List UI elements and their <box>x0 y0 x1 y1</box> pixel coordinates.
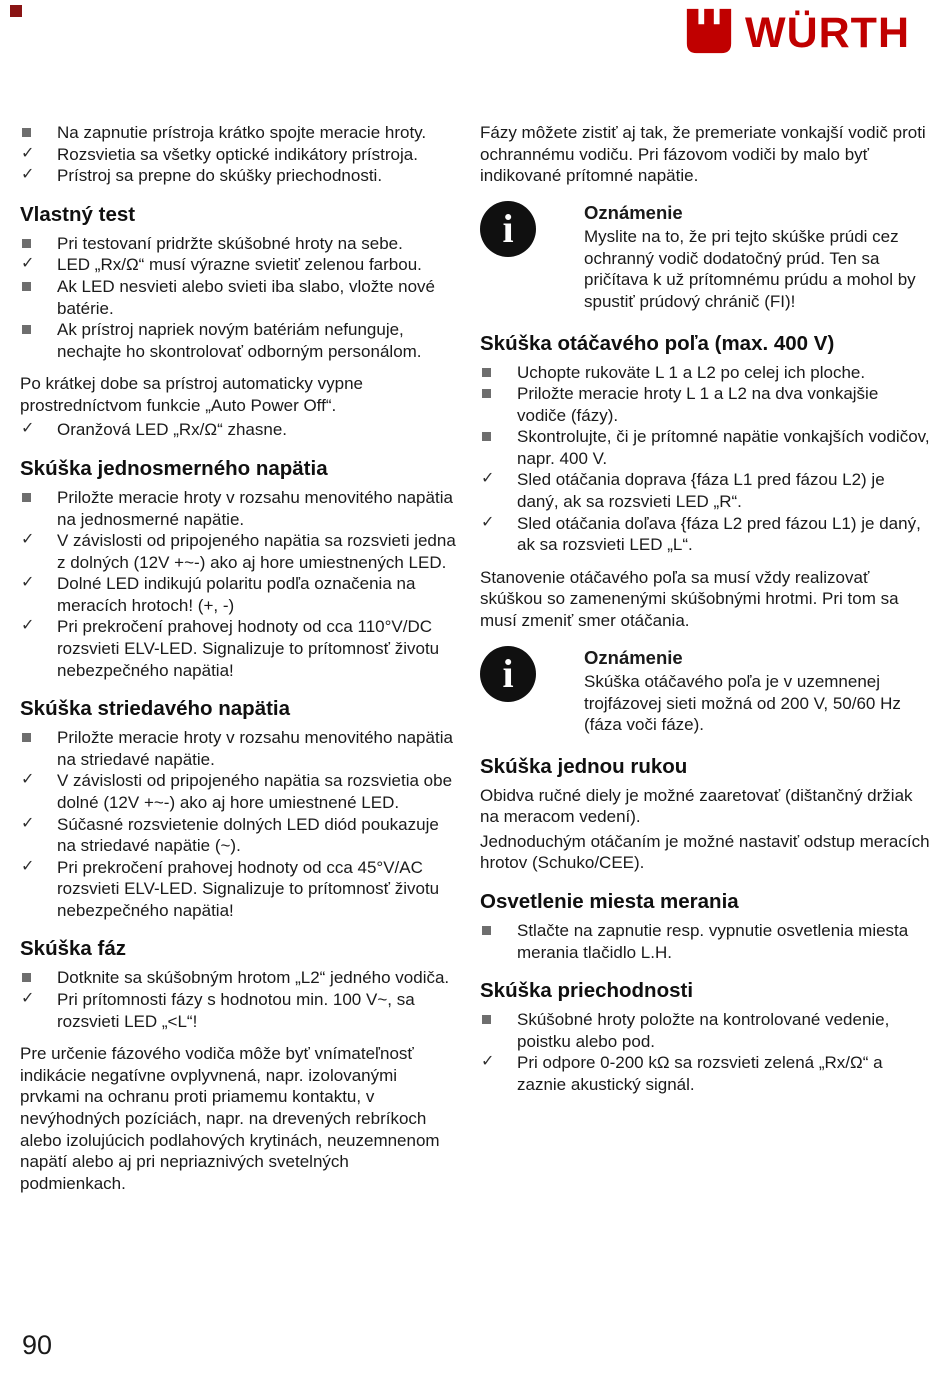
column-1 <box>20 122 458 1197</box>
page-number: 90 <box>22 1330 53 1360</box>
list-item-text: Na zapnutie prístroja krátko spojte meracie hroty. <box>57 123 427 142</box>
notice-text: Myslite na to, že pri tejto skúške prúdi cez ochranný vodič dodatočný prúd. Ten sa pričítava k už prítomnému prúdu a mohol by spustiť prúdový chránič (FI)! <box>584 227 916 311</box>
section-heading: Skúška fáz <box>20 937 126 961</box>
list-item-text: Priložte meracie hroty v rozsahu menovitého napätia na striedavé napätie. <box>57 728 453 769</box>
wurth-logo-icon <box>683 8 735 59</box>
list-item <box>20 319 458 362</box>
square-bullet-icon <box>20 233 57 255</box>
section-heading: Osvetlenie miesta merania <box>480 890 739 914</box>
wurth-logo-wordmark: WÜRTH <box>744 9 910 57</box>
paragraph: Pre určenie fázového vodiča môže byť vnímateľnosť indikácie negatívne ovplyvnená, napr. izolovanými prvkami na ochranu proti priamemu kontaktu, v nevýhodných pozíciách, napr. na drevených rebríkoch alebo izolujúcich podlahových krytinách, neuzemnenom napätí alebo aj pri nepriaznivých svetelných podmienkach. <box>20 1044 440 1193</box>
check-bullet-icon: ✓ <box>21 255 35 273</box>
list-item <box>20 233 458 255</box>
notice-body <box>584 646 930 736</box>
bullet-list <box>20 487 458 681</box>
notice-title: Oznámenie <box>584 201 683 223</box>
list-item-text: Pri prekročení prahovej hodnoty od cca 45°V/AC rozsvieti ELV-LED. Signalizuje to prítomnosť životu nebezpečného napätia! <box>57 857 440 920</box>
check-bullet-icon: ✓ <box>21 166 35 184</box>
check-bullet-icon: ✓ <box>21 531 35 549</box>
check-bullet-icon: ✓ <box>21 574 35 592</box>
list-item-text: Priložte meracie hroty L 1 a L2 na dva vonkajšie vodiče (fázy). <box>517 384 879 425</box>
list-item-text: Pri prekročení prahovej hodnoty od cca 110°V/DC rozsvieti ELV-LED. Signalizuje to prítomnosť životu nebezpečného napätia! <box>57 617 440 680</box>
check-bullet-icon: ✓ <box>21 420 35 438</box>
bullet-list <box>20 419 458 441</box>
check-bullet-icon: ✓ <box>481 513 495 531</box>
bullet-list <box>20 122 458 187</box>
column-2 <box>480 122 930 1197</box>
list-item <box>20 144 458 166</box>
list-item <box>480 513 930 556</box>
brand-header <box>683 8 910 59</box>
info-icon: i <box>480 646 536 702</box>
section-heading: Skúška priechodnosti <box>480 979 694 1003</box>
list-item <box>20 573 458 616</box>
paragraph: Stanovenie otáčavého poľa sa musí vždy realizovať skúškou so zamenenými skúšobnými hrotmi. Pri tom sa musí zmeniť smer otáčania. <box>480 567 899 630</box>
list-item-text: LED „Rx/Ω“ musí výrazne svietiť zelenou farbou. <box>57 255 422 275</box>
list-item-text: Ak LED nesvieti alebo svieti iba slabo, vložte nové batérie. <box>57 276 435 318</box>
list-item <box>20 770 458 813</box>
info-icon: i <box>480 201 536 257</box>
notice-body <box>584 201 930 313</box>
square-bullet-icon <box>20 967 57 989</box>
paragraph: Fázy môžete zistiť aj tak, že premeriate vonkajší vodič proti ochrannému vodiču. Pri fázovom vodiči by malo byť indikované prítomné napätie. <box>480 123 926 186</box>
list-item <box>20 276 458 319</box>
list-item-text: Rozsvietia sa všetky optické indikátory prístroja. <box>57 144 418 164</box>
list-item-text: Pri testovaní pridržte skúšobné hroty na sebe. <box>57 233 403 253</box>
list-item-text: Sled otáčania doľava {fáza L2 pred fázou L1) je daný, ak sa rozsvieti LED „L“. <box>517 513 921 555</box>
bullet-list <box>480 1009 930 1095</box>
list-item-text: V závislosti od pripojeného napätia sa rozsvietia obe dolné (12V +~-) ako aj hore umiestnené LED. <box>57 771 453 812</box>
square-bullet-icon <box>20 276 57 319</box>
list-item <box>20 419 458 441</box>
list-item <box>20 487 458 530</box>
list-item-text: Pri prítomnosti fázy s hodnotou min. 100 V~, sa rozsvieti LED „<L“! <box>57 990 415 1031</box>
print-registration-mark <box>10 5 22 17</box>
list-item <box>20 122 458 144</box>
bullet-list <box>480 362 930 556</box>
check-bullet-icon: ✓ <box>21 857 35 875</box>
square-bullet-icon <box>480 920 517 963</box>
list-item <box>480 362 930 384</box>
notice-block <box>480 201 930 313</box>
list-item-text: Uchopte rukoväte L 1 a L2 po celej ich ploche. <box>517 362 866 382</box>
section-heading: Skúška jednosmerného napätia <box>20 456 328 480</box>
list-item-text: Priložte meracie hroty v rozsahu menovitého napätia na jednosmerné napätie. <box>57 488 453 529</box>
bullet-list <box>20 967 458 1032</box>
list-item <box>480 383 930 426</box>
notice-title: Oznámenie <box>584 646 683 668</box>
paragraph: Jednoduchým otáčaním je možné nastaviť odstup meracích hrotov (Schuko/CEE). <box>480 831 930 873</box>
list-item <box>20 967 458 989</box>
list-item-text: Súčasné rozsvietenie dolných LED diód poukazuje na striedavé napätie (~). <box>57 814 439 856</box>
check-bullet-icon: ✓ <box>21 617 35 635</box>
paragraph: Obidva ručné diely je možné zaaretovať (dištančný držiak na meracom vedení). <box>480 785 913 827</box>
list-item <box>20 165 458 187</box>
list-item <box>20 254 458 276</box>
square-bullet-icon <box>20 487 57 530</box>
list-item <box>20 814 458 857</box>
bullet-list <box>480 920 930 963</box>
square-bullet-icon <box>20 319 57 362</box>
bullet-list <box>20 727 458 921</box>
list-item-text: Sled otáčania doprava {fáza L1 pred fázou L2) je daný, ak sa rozsvieti LED „R“. <box>517 470 885 512</box>
list-item <box>480 920 930 963</box>
square-bullet-icon <box>20 122 57 144</box>
document-body <box>20 122 930 1197</box>
list-item-text: Dotknite sa skúšobným hrotom „L2“ jedného vodiča. <box>57 968 450 988</box>
list-item <box>20 530 458 573</box>
list-item <box>480 1009 930 1052</box>
list-item-text: Skontrolujte, či je prítomné napätie vonkajších vodičov, napr. 400 V. <box>517 427 930 468</box>
list-item <box>20 857 458 922</box>
paragraph: Po krátkej dobe sa prístroj automaticky vypne prostredníctvom funkcie „Auto Power Off“. <box>20 374 363 415</box>
list-item <box>480 469 930 512</box>
square-bullet-icon <box>480 362 517 384</box>
list-item <box>20 989 458 1032</box>
list-item-text: Stlačte na zapnutie resp. vypnutie osvetlenia miesta merania tlačidlo L.H. <box>517 921 909 962</box>
section-heading: Skúška striedavého napätia <box>20 697 291 721</box>
square-bullet-icon <box>480 426 517 469</box>
square-bullet-icon <box>480 1009 517 1052</box>
list-item-text: V závislosti od pripojeného napätia sa rozsvieti jedna z dolných (12V +~-) ako aj hore umiestnených LED. <box>57 531 456 572</box>
check-bullet-icon: ✓ <box>481 1053 495 1071</box>
list-item <box>20 727 458 770</box>
list-item-text: Ak prístroj napriek novým batériám nefunguje, nechajte ho skontrolovať odborným personálom. <box>57 320 422 361</box>
list-item-text: Skúšobné hroty položte na kontrolované vedenie, poistku alebo pod. <box>517 1010 890 1051</box>
check-bullet-icon: ✓ <box>21 814 35 832</box>
check-bullet-icon: ✓ <box>21 144 35 162</box>
section-heading: Vlastný test <box>20 202 136 226</box>
section-heading: Skúška otáčavého poľa (max. 400 V) <box>480 331 835 355</box>
list-item <box>20 616 458 681</box>
notice-text: Skúška otáčavého poľa je v uzemnenej trojfázovej sieti možná od 200 V, 50/60 Hz (fáza voči fáze). <box>584 671 901 735</box>
section-heading: Skúška jednou rukou <box>480 754 688 778</box>
check-bullet-icon: ✓ <box>21 990 35 1008</box>
list-item-text: Prístroj sa prepne do skúšky priechodnosti. <box>57 166 383 186</box>
check-bullet-icon: ✓ <box>481 470 495 488</box>
list-item-text: Oranžová LED „Rx/Ω“ zhasne. <box>57 420 288 440</box>
list-item <box>480 426 930 469</box>
square-bullet-icon <box>20 727 57 770</box>
list-item <box>480 1052 930 1095</box>
bullet-list <box>20 233 458 362</box>
notice-block <box>480 646 930 736</box>
list-item-text: Dolné LED indikujú polaritu podľa označenia na meracích hrotoch! (+, -) <box>57 574 416 615</box>
square-bullet-icon <box>480 383 517 426</box>
list-item-text: Pri odpore 0-200 kΩ sa rozsvieti zelená „Rx/Ω“ a zaznie akustický signál. <box>517 1053 883 1095</box>
check-bullet-icon: ✓ <box>21 771 35 789</box>
